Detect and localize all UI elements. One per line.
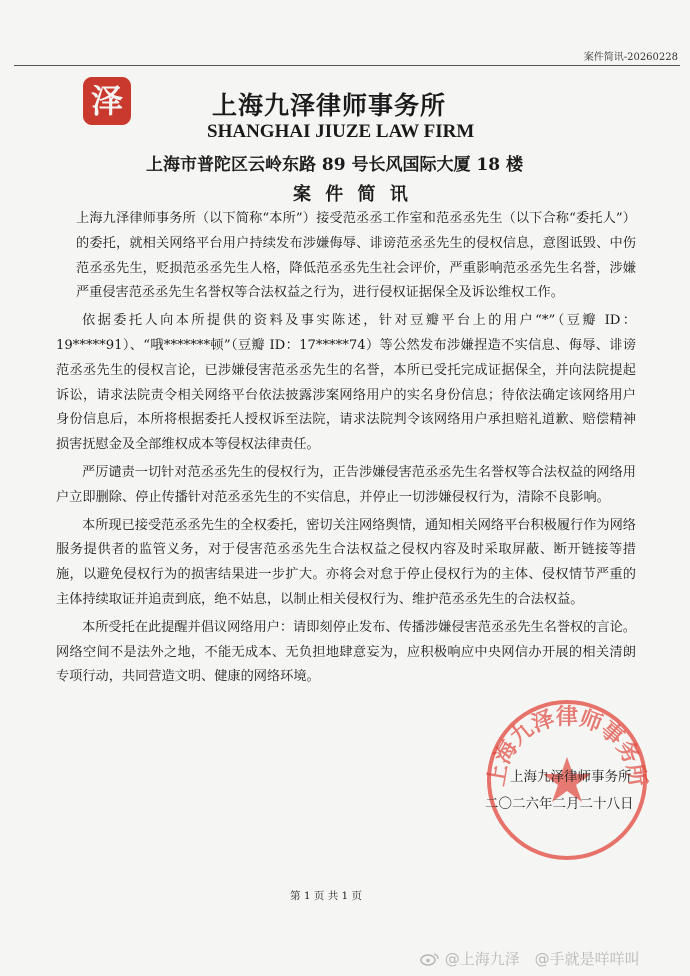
watermark-source: @上海九泽 [444,950,520,968]
seal-text: 上海九泽律师事务所 [484,705,650,789]
doc-code: 案件简讯-20260228 [583,52,678,63]
weibo-icon [420,952,440,966]
paragraph-2: 依据委托人向本所提供的资料及事实陈述，针对豆瓣平台上的用户“*”（豆瓣 ID：19*****91）、“哦*******顿”（豆瓣 ID：17*****74）等公然发布涉嫌捏造不实信息、侮辱、诽谤范丞丞先生的侵权言论，已涉嫌侵害范丞丞先生的名誉，本所已受托完成证据保全，并向法院提起诉讼，请求法院责令相关网络平台依法披露涉案网络用户的实名身份信息；待依法确定该网络用户身份信息后，本所将根据委托人授权诉至法院，请求法院判令该网络用户承担赔礼道歉、赔偿精神损害抚慰金及全部维权成本等侵权法律责任。 [56,313,636,453]
signature-date: 二〇二六年二月二十八日 [485,796,634,812]
firm-address: 上海市普陀区云岭东路 89 号长风国际大厦 18 楼 [146,155,523,175]
document-body [56,207,636,693]
firm-name-cn: 上海九泽律师事务所 [212,91,447,120]
paragraph-1: 上海九泽律师事务所（以下简称“本所”）接受范丞丞工作室和范丞丞先生（以下合称“委托人”）的委托，就相关网络平台用户持续发布涉嫌侮辱、诽谤范丞丞先生的侵权信息，意图诋毁、中伤范丞丞先生，贬损范丞丞先生人格，降低范丞丞先生社会评价，严重影响范丞丞先生名誉，涉嫌严重侵害范丞丞先生名誉权等合法权益之行为，进行侵权证据保全及诉讼维权工作。 [76,211,636,301]
header-divider [14,65,680,66]
page-footer: 第 1 页 共 1 页 [290,890,363,902]
watermark-account: @手就是咩咩叫 [534,950,640,968]
paragraph-5: 本所受托在此提醒并倡议网络用户：请即刻停止发布、传播涉嫌侵害范丞丞先生名誉权的言论。网络空间不是法外之地，不能无成本、无负担地肆意妄为，应积极响应中央网信办开展的相关清朗专项行动，共同营造文明、健康的网络环境。 [56,619,636,685]
firm-name-en: SHANGHAI JIUZE LAW FIRM [207,121,475,142]
document-title: 案 件 简 讯 [293,184,412,205]
signature-firm: 上海九泽律师事务所 [510,769,632,785]
weibo-watermark [420,948,640,969]
paragraph-4: 本所现已接受范丞丞先生的全权委托，密切关注网络舆情，通知相关网络平台积极履行作为网络服务提供者的监管义务，对于侵害范丞丞先生合法权益之侵权内容及时采取屏蔽、断开链接等措施，以避免侵权行为的损害结果进一步扩大。亦将会对怠于停止侵权行为的主体、侵权情节严重的主体持续取证并追责到底，绝不姑息，以制止相关侵权行为、维护范丞丞先生的合法权益。 [56,517,636,607]
logo-character: 泽 [90,82,124,120]
firm-logo [82,76,132,126]
paragraph-3: 严厉谴责一切针对范丞丞先生的侵权行为，正告涉嫌侵害范丞丞先生名誉权等合法权益的网络用户立即删除、停止传播针对范丞丞先生的不实信息，并停止一切涉嫌侵权行为，清除不良影响。 [56,464,636,505]
